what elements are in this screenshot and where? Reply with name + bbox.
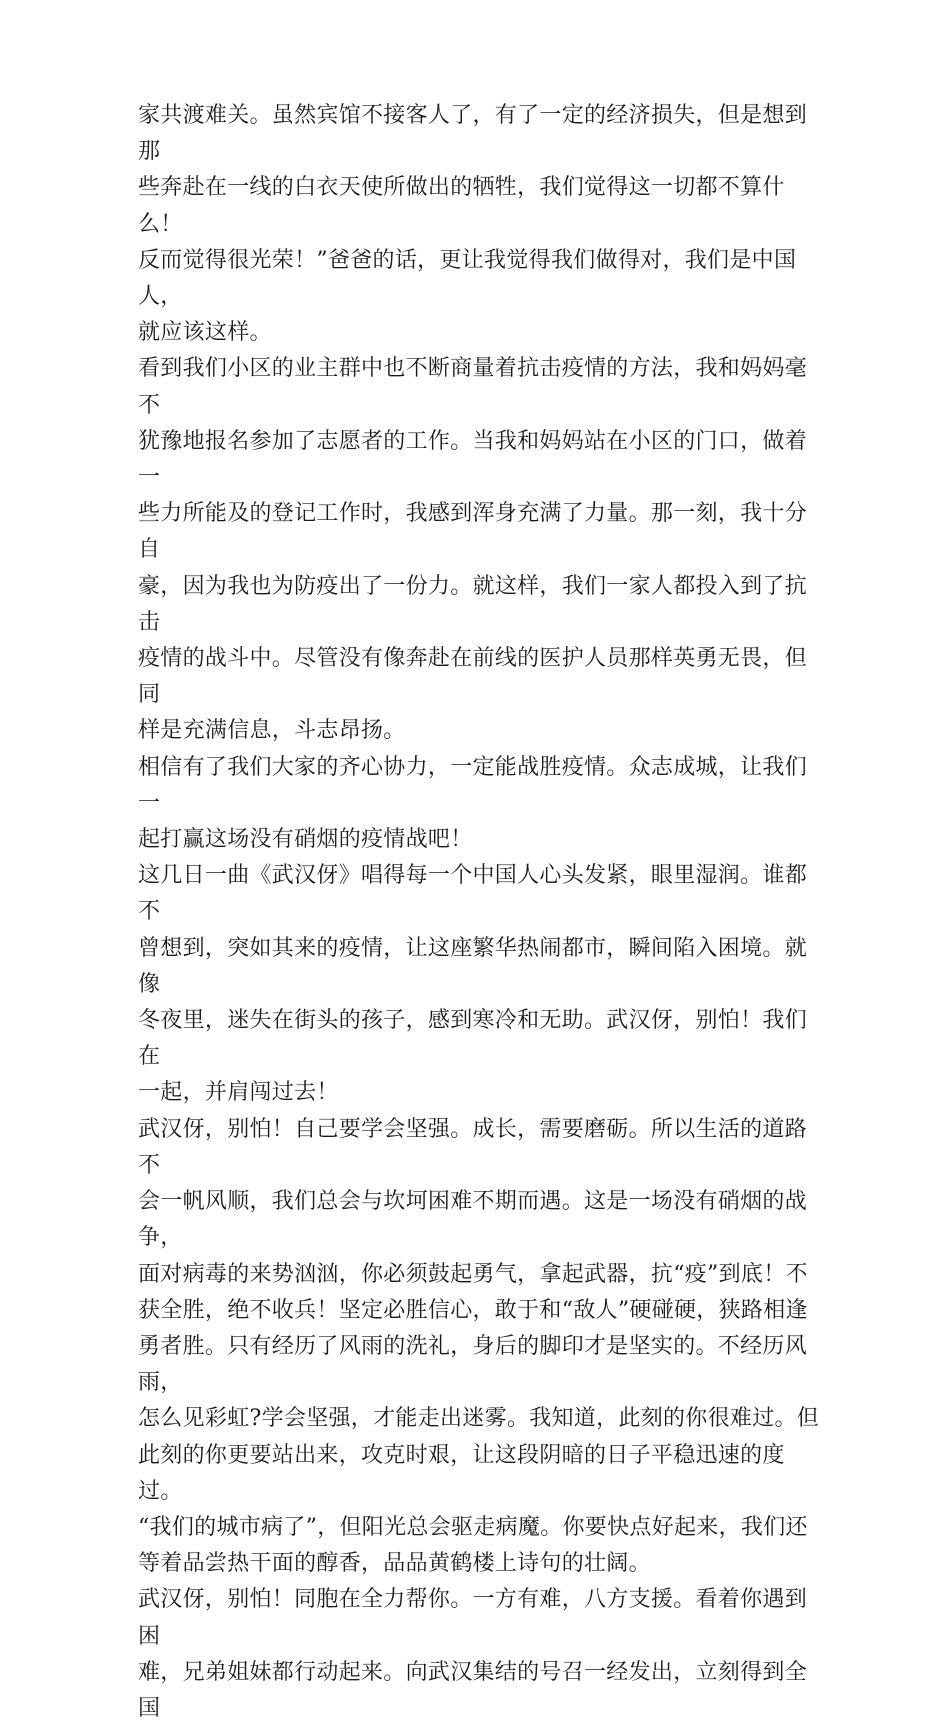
paragraph-6: 武汉伢，别怕！同胞在全力帮你。一方有难，八方支援。看着你遇到困 难，兄弟姐妹都行动起来。向武汉集结的号召一经发出，立刻得到全国 — [138, 1587, 808, 1721]
paragraph-2: 看到我们小区的业主群中也不断商量着抗击疫情的方法，我和妈妈毫不 犹豫地报名参加了志愿者的工作。当我和妈妈站在小区的门口，做着一 些力所能及的登记工作时，我感到浑身充满了力量。那一刻，我十分自 豪，因为我也为防疫出了一份力。就这样，我们一家人都投入到了抗击 疫情的战斗中。尽管没有像奔赴在前线的医护人员那样英勇无畏，但同 样是充满信息，斗志昂扬。 — [138, 356, 808, 744]
paragraph-3: 相信有了我们大家的齐心协力，一定能战胜疫情。众志成城，让我们一 起打赢这场没有硝烟的疫情战吧！ — [138, 754, 808, 853]
document-body — [138, 98, 828, 1727]
paragraph-5: 武汉伢，别怕！自己要学会坚强。成长，需要磨砺。所以生活的道路不 会一帆风顺，我们总会与坎坷困难不期而遇。这是一场没有硝烟的战争， 面对病毒的来势汹汹，你必须鼓起勇气，拿起武器，抗“疫”到底！不 获全胜，绝不收兵！坚定必胜信心，敢于和“敌人”硬碰硬，狭路相逢 勇者胜。只有经历了风雨的洗礼，身后的脚印才是坚实的。不经历风雨， 怎么见彩虹?学会坚强，才能走出迷雾。我知道，此刻的你很难过。但 此刻的你更要站出来，攻克时艰，让这段阴暗的日子平稳迅速的度过。 “我们的城市病了”，但阳光总会驱走病魔。你要快点好起来，我们还 等着品尝热干面的醇香，品品黄鹤楼上诗句的壮阔。 — [138, 1116, 820, 1577]
paragraph-4: 这几日一曲《武汉伢》唱得每一个中国人心头发紧，眼里湿润。谁都不 曾想到，突如其来的疫情，让这座繁华热闹都市，瞬间陷入困境。就像 冬夜里，迷失在街头的孩子，感到寒冷和无助。武汉伢，别怕！我们在 一起，并肩闯过去！ — [138, 863, 808, 1106]
paragraph-1: 家共渡难关。虽然宾馆不接客人了，有了一定的经济损失，但是想到那 些奔赴在一线的白衣天使所做出的牺牲，我们觉得这一切都不算什么！ 反而觉得很光荣！”爸爸的话，更让我觉得我们做得对，我们是中国人， 就应该这样。 — [138, 103, 808, 346]
